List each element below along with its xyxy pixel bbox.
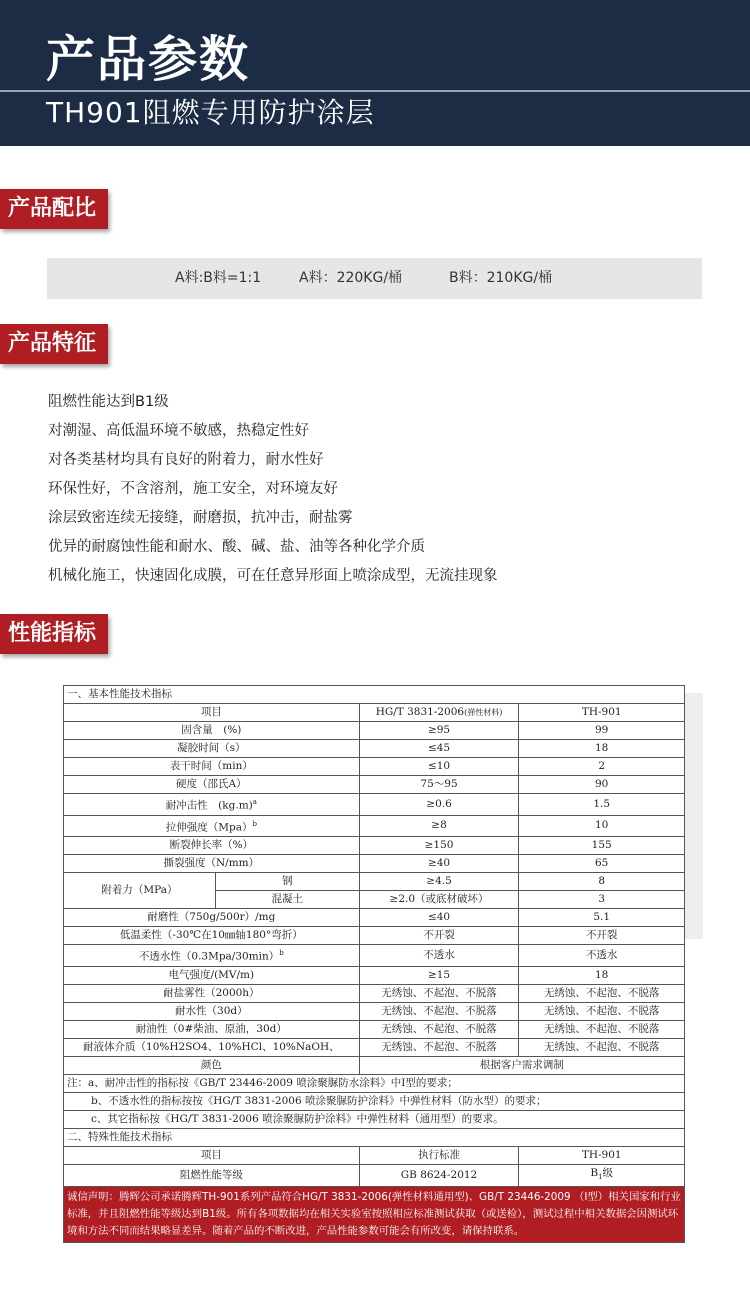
ratio-b-amount: B料：210KG/桶 (449, 270, 553, 286)
section-heading-features: 产品特征 (0, 324, 108, 364)
feature-item: 环保性好，不含溶剂，施工安全，对环境友好 (48, 481, 338, 497)
table-row: 电气强度/(MV/m) ≥15 18 (64, 966, 685, 984)
adhesion-label: 附着力（MPa） (64, 873, 216, 909)
table-section-basic: 一、基本性能技术指标 (64, 686, 685, 704)
feature-item: 对潮湿、高低温环境不敏感，热稳定性好 (48, 423, 309, 439)
table-note: c、其它指标按《HG/T 3831-2006 喷涂聚脲防护涂料》中弹性材料（通用型）的要求。 (64, 1110, 685, 1128)
table-header-product: TH-901 (519, 704, 685, 722)
page-header (0, 0, 750, 146)
table-row: 耐冲击性 $(kg.m)^a$ ≥0.6 1.5 (64, 794, 685, 816)
feature-list (48, 388, 498, 591)
feature-item: 对各类基材均具有良好的附着力，耐水性好 (48, 452, 324, 468)
table-row: 耐水性（30d） 无绣蚀、不起泡、不脱落 无绣蚀、不起泡、不脱落 (64, 1002, 685, 1020)
table-row: 耐盐雾性（2000h） 无绣蚀、不起泡、不脱落 无绣蚀、不起泡、不脱落 (64, 984, 685, 1002)
table-row: 耐油性（0#柴油、原油，30d） 无绣蚀、不起泡、不脱落 无绣蚀、不起泡、不脱落 (64, 1020, 685, 1038)
table-header-row-special: 项目 执行标准 TH-901 (64, 1146, 685, 1164)
table-row: 硬度（邵氏A） 75～95 90 (64, 776, 685, 794)
performance-table (63, 685, 685, 1243)
table-row-special: 阻燃性能等级 GB 8624-2012 $B_1$级 (64, 1164, 685, 1186)
section-heading-ratio: 产品配比 (0, 189, 108, 229)
table-row: 耐磨性（750g/500r）/mg ≤40 5.1 (64, 909, 685, 927)
table-note: 注：a、耐冲击性的指标按《GB/T 23446-2009 喷涂聚脲防水涂料》中Ⅰ型的要求； (64, 1074, 685, 1092)
feature-item: 阻燃性能达到B1级 (48, 394, 169, 410)
table-row: 不透水性$(0.3Mpa/30\min)^b$ 不透水 不透水 (64, 945, 685, 967)
performance-table-wrapper (63, 685, 685, 1243)
table-row: 断裂伸长率（%） ≥150 155 (64, 837, 685, 855)
table-row: 固含量 (%) ≥95 99 (64, 722, 685, 740)
section-heading-performance: 性能指标 (0, 614, 108, 654)
table-row-adhesion-steel: 附着力（MPa） 钢 ≥4.5 8 (64, 873, 685, 891)
table-row: 表干时间（min） ≤10 2 (64, 758, 685, 776)
table-section-special: 二、特殊性能技术指标 (64, 1128, 685, 1146)
table-note: b、不透水性的指标按按《HG/T 3831-2006 喷涂聚脲防护涂料》中弹性材料（防水型）的要求； (64, 1092, 685, 1110)
side-panel (685, 693, 703, 939)
table-row-color: 颜色 根据客户需求调制 (64, 1056, 685, 1074)
ratio-mix: A料:B料=1:1 (175, 270, 262, 286)
table-row-adhesion-concrete: 混凝土 ≥2.0（或底材破坏） 3 (64, 891, 685, 909)
table-row: 拉伸强度（Mpa）$^b$ ≥8 10 (64, 815, 685, 837)
page-title: 产品参数 (46, 31, 251, 88)
table-header-item: 项目 (64, 704, 360, 722)
table-row: 耐液体介质（10%H2SO4、10%HCl、10%NaOH、 无绣蚀、不起泡、不脱落 无绣蚀、不起泡、不脱落 (64, 1038, 685, 1056)
table-row: 凝胶时间（s） ≤45 18 (64, 740, 685, 758)
ratio-a-amount: A料：220KG/桶 (299, 270, 403, 286)
page-subtitle: TH901阻燃专用防护涂层 (46, 96, 375, 129)
feature-item: 优异的耐腐蚀性能和耐水、酸、碱、盐、油等各种化学介质 (48, 539, 425, 555)
header-divider (0, 90, 750, 92)
feature-item: 涂层致密连续无接缝，耐磨损，抗冲击，耐盐雾 (48, 510, 353, 526)
table-row: 撕裂强度（N/mm） ≥40 65 (64, 855, 685, 873)
table-header-standard: HG/T 3831-2006(弹性材料) (359, 704, 519, 722)
ratio-bar (47, 258, 702, 299)
disclaimer-text: 诚信声明：腾辉公司承诺腾辉TH-901系列产品符合HG/T 3831-2006(弹性材料通用型)、GB/T 23446-2009 （Ⅰ型）相关国家和行业标准，并且阻燃性能等级达到B1级。所有各项数据均在相关实验室按照相应标准测试获取（或送检），测试过程中相关数据会因测试环境和方法不同而结果略显差异。随着产品的不断改进，产品性能参数可能会有所改变，请保持联系。 (64, 1186, 685, 1242)
feature-item: 机械化施工，快速固化成膜，可在任意异形面上喷涂成型，无流挂现象 (48, 568, 498, 584)
table-row: 低温柔性（-30℃在10㎜轴180°弯折） 不开裂 不开裂 (64, 927, 685, 945)
